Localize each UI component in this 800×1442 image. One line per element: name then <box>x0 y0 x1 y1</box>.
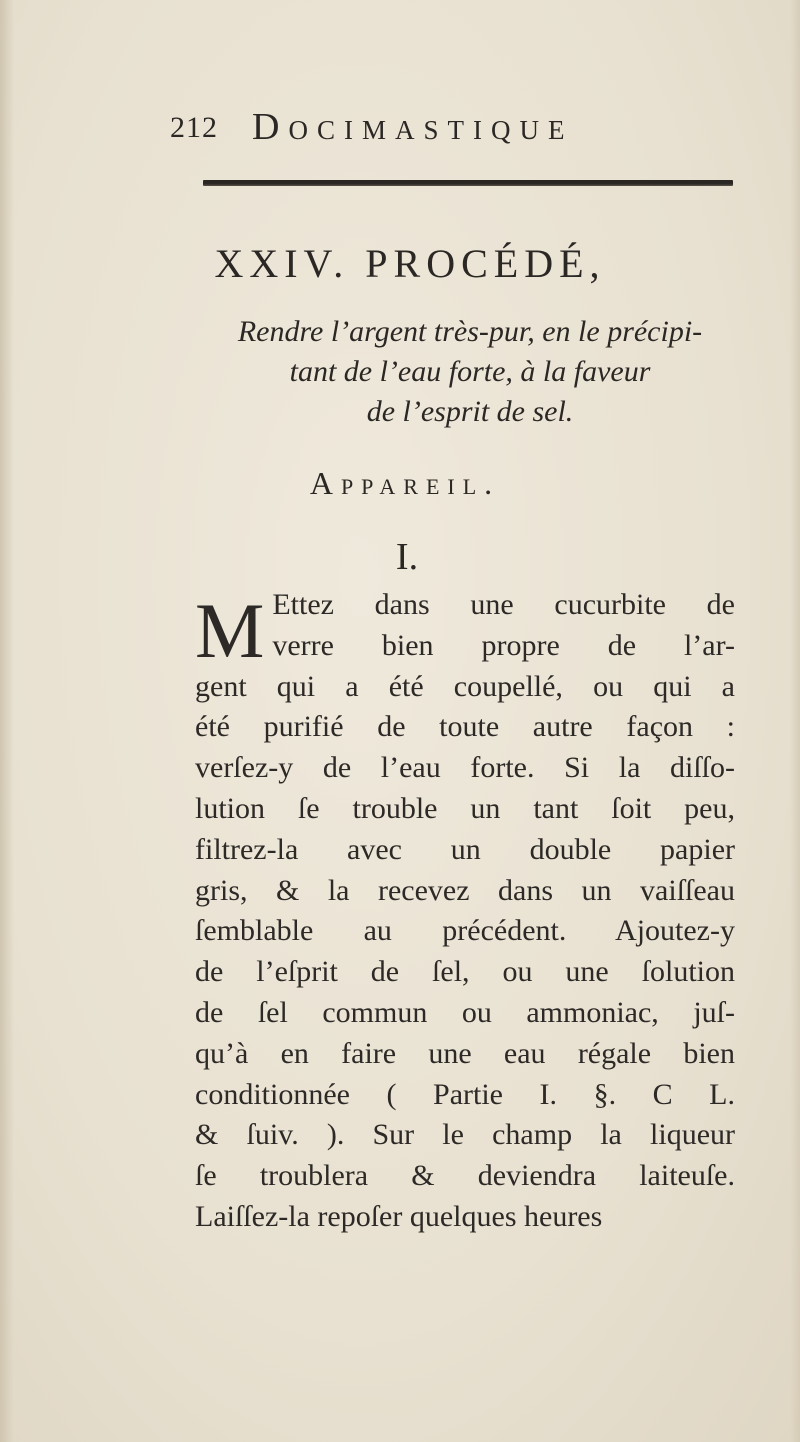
subtitle-line: tant de l’eau forte, à la faveur <box>289 355 651 388</box>
running-title: Docimastique <box>252 106 574 148</box>
page-right-edge <box>790 0 800 1442</box>
subtitle-line: de l’esprit de sel. <box>366 395 574 428</box>
text-line: conditionnée ( Partie I. §. C L. <box>195 1077 735 1111</box>
header-rule <box>203 180 733 186</box>
text-line: qu’à en faire une eau régale bien <box>195 1036 735 1070</box>
procedure-subtitle <box>230 312 710 432</box>
text-line: de ſel commun ou ammoniac, juſ- <box>195 995 735 1029</box>
text-line: Ettez dans une cucurbite de <box>272 588 735 621</box>
text-line: verre bien propre de l’ar- <box>272 628 735 662</box>
text-line: ſemblable au précédent. Ajoutez-y <box>195 914 735 948</box>
text-line: verſez-y de l’eau forte. Si la diſſo- <box>195 751 735 785</box>
page-left-edge <box>0 0 14 1442</box>
text-line: gent qui a été coupellé, ou qui a <box>195 669 735 703</box>
running-head <box>170 105 690 155</box>
page-number: 212 <box>170 111 218 144</box>
text-line: été purifié de toute autre façon : <box>195 710 735 744</box>
procedure-heading: XXIV. PROCÉDÉ, <box>214 241 606 286</box>
text-line: gris, & la recevez dans un vaiſſeau <box>195 873 735 907</box>
text-line: filtrez-la avec un double papier <box>195 832 735 866</box>
text-line: lution ſe trouble un tant ſoit peu, <box>195 791 735 825</box>
text-line: Laiſſez-la repoſer quelques heures <box>195 1199 603 1233</box>
paragraph-number: I. <box>395 536 419 578</box>
text-line: ſe troublera & deviendra laiteuſe. <box>195 1159 735 1193</box>
subtitle-line: Rendre l’argent très-pur, en le précipi- <box>237 315 703 348</box>
section-label-appareil: Appareil. <box>309 465 501 501</box>
body-paragraph <box>195 585 735 1238</box>
drop-cap: M <box>195 587 265 674</box>
text-line: & ſuiv. ). Sur le champ la liqueur <box>195 1118 735 1152</box>
text-line: de l’eſprit de ſel, ou une ſolution <box>195 955 735 989</box>
